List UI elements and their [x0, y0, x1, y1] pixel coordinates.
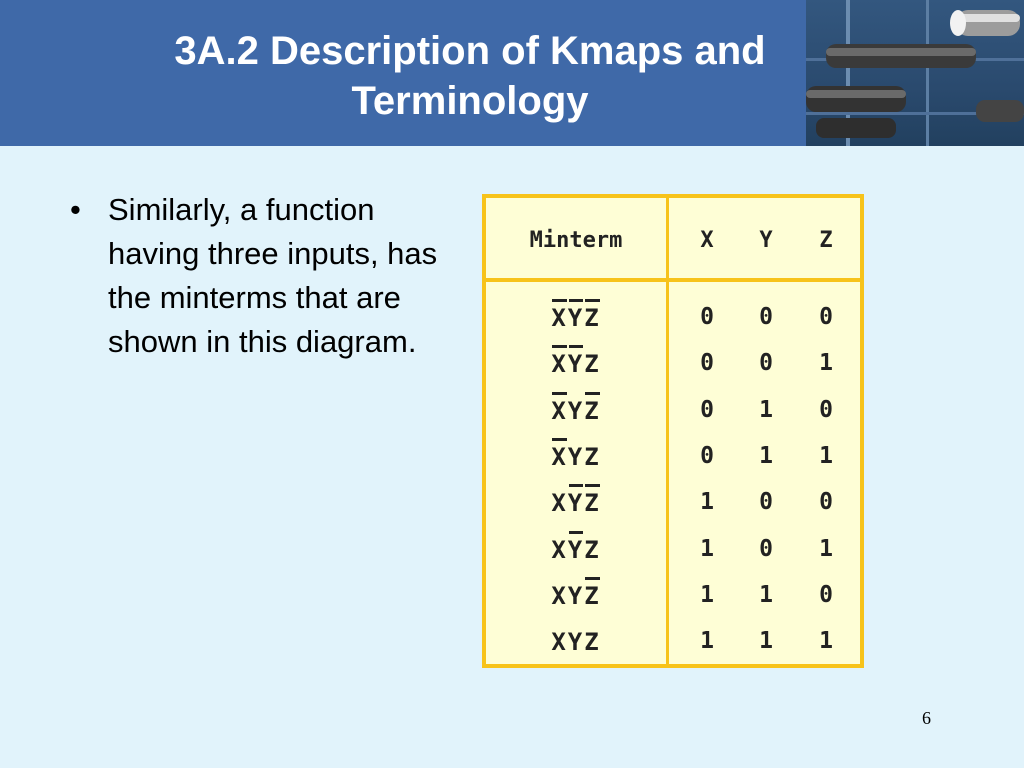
slide-title — [100, 26, 840, 126]
literal: Z — [584, 535, 601, 564]
bit-value-z: 0 — [819, 489, 833, 516]
bit-value-x: 0 — [700, 396, 714, 423]
bit-value-y: 0 — [759, 489, 773, 516]
complemented-literal: Y — [568, 300, 584, 332]
minterm-expression — [486, 532, 666, 564]
bit-value-z: 1 — [819, 535, 833, 562]
bit-value-y: 1 — [759, 442, 773, 469]
complemented-literal: X — [551, 300, 567, 332]
complemented-literal: Z — [584, 300, 600, 332]
literal: Z — [584, 628, 601, 657]
table-row — [486, 387, 860, 433]
literal: X — [551, 628, 568, 657]
page-number: 6 — [922, 708, 931, 728]
minterm-expression — [486, 300, 666, 332]
bit-value-z: 0 — [819, 304, 833, 330]
complemented-literal: Z — [584, 578, 600, 610]
literal: Y — [567, 442, 585, 471]
bit-value-y: 1 — [759, 396, 773, 423]
table-row — [486, 572, 860, 618]
literal: Y — [567, 396, 585, 425]
table-row — [486, 479, 860, 525]
bit-value-z: 1 — [819, 350, 833, 377]
header-x: X — [700, 228, 714, 253]
complemented-literal: X — [551, 346, 567, 378]
literal: X — [551, 581, 568, 610]
bit-value-y: 0 — [759, 350, 773, 377]
bit-value-z: 0 — [819, 396, 833, 423]
literal: Y — [567, 628, 585, 657]
literal: X — [551, 489, 568, 518]
bullet-marker: • — [70, 192, 81, 227]
bit-value-y: 0 — [759, 304, 773, 330]
bit-value-z: 0 — [819, 581, 833, 608]
minterm-table — [482, 194, 864, 668]
minterm-expression — [486, 439, 666, 471]
minterm-expression — [486, 393, 666, 425]
bit-value-x: 0 — [700, 350, 714, 377]
bit-value-x: 1 — [700, 489, 714, 516]
literal: Y — [567, 581, 585, 610]
bit-value-x: 1 — [700, 628, 714, 655]
literal: Z — [584, 442, 601, 471]
bit-value-y: 0 — [759, 535, 773, 562]
bit-value-y: 1 — [759, 581, 773, 608]
bit-value-x: 1 — [700, 535, 714, 562]
bullet-body-text: Similarly, a function having three inputs, has the minterms that are shown in this diagram. — [108, 192, 438, 359]
bit-value-x: 0 — [700, 442, 714, 469]
header-y: Y — [759, 228, 773, 253]
table-row — [486, 526, 860, 572]
table-row — [486, 433, 860, 479]
complemented-literal: Y — [568, 532, 584, 564]
title-line-2: Terminology — [351, 79, 589, 123]
header-minterm: Minterm — [529, 228, 623, 253]
title-line-1: 3A.2 Description of Kmaps and — [174, 29, 766, 73]
complemented-literal: Z — [584, 393, 600, 425]
minterm-expression — [486, 578, 666, 610]
complemented-literal: X — [551, 393, 567, 425]
bit-value-z: 1 — [819, 628, 833, 655]
bit-value-x: 0 — [700, 304, 714, 330]
table-row — [486, 618, 860, 664]
table-row — [486, 294, 860, 340]
literal: X — [551, 535, 568, 564]
complemented-literal: Y — [568, 485, 584, 517]
header-z: Z — [819, 228, 833, 253]
bit-value-x: 1 — [700, 581, 714, 608]
bit-value-y: 1 — [759, 628, 773, 655]
minterm-expression — [486, 346, 666, 378]
minterm-expression — [486, 624, 666, 656]
complemented-literal: Y — [568, 346, 584, 378]
bullet-item — [70, 188, 450, 364]
minterm-expression — [486, 485, 666, 517]
complemented-literal: X — [551, 439, 567, 471]
bit-value-z: 1 — [819, 442, 833, 469]
table-row — [486, 340, 860, 386]
literal: Z — [584, 350, 601, 379]
complemented-literal: Z — [584, 485, 600, 517]
header-divider — [486, 278, 860, 282]
